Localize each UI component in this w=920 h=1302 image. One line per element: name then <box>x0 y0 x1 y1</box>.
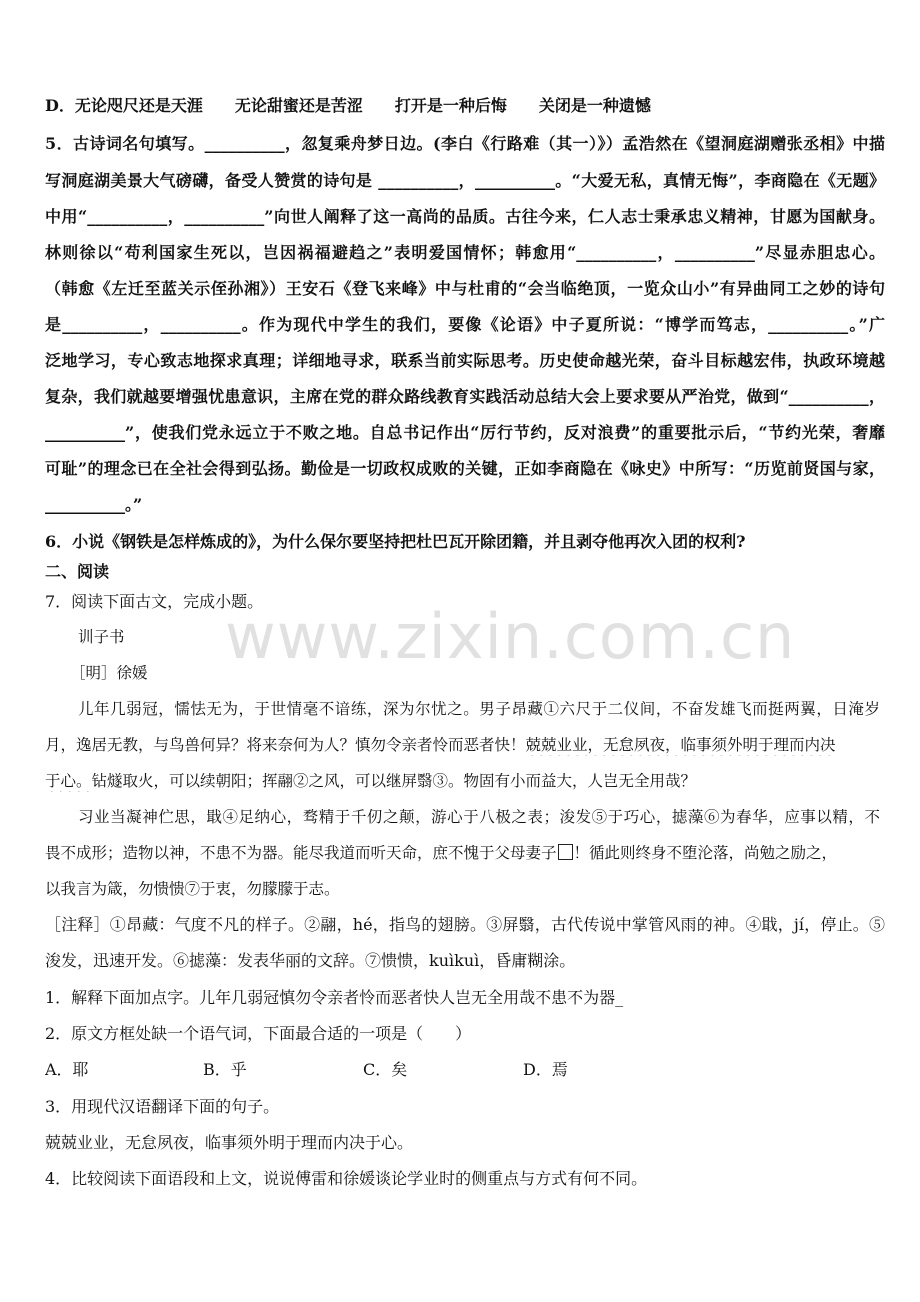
question-5-line-4: 林则徐以“苟利国家生死以，岂因祸福避趋之”表明爱国情怀；韩愈用“__________，__________”尽显赤胆忠心。 <box>45 243 885 262</box>
section-heading-reading: 二、阅读 <box>45 562 110 581</box>
notes-line-1: ［注释］①昂藏：气度不凡的样子。②翮，hé，指鸟的翅膀。③屏翳，古代传说中掌管风雨的神。④戢，jí，停止。⑤ <box>45 915 885 934</box>
question-6: 6．小说《钢铁是怎样炼成的》，为什么保尔要坚持把杜巴瓦开除团籍，并且剥夺他再次入团的权利? <box>45 532 746 551</box>
question-5-line-6: 是__________，__________。作为现代中学生的我们，要像《论语》中子夏所说：“博学而笃志，__________。”广 <box>45 315 885 334</box>
option-c: C．矣 <box>363 1060 408 1079</box>
underlined-sentence: 兢兢业业，无怠夙夜，临事须外明于理而内决 <box>525 736 836 754</box>
question-5-line-7: 泛地学习，专心致志地探求真理；详细地寻求，联系当前实际思考。历史使命越光荣，奋斗目标越宏伟，执政环境越 <box>45 351 885 370</box>
passage-para2-line2 <box>45 842 885 864</box>
passage-author: ［明］徐媛 <box>70 664 148 682</box>
underlined-sentence-end: 于心。 <box>45 772 92 790</box>
question-5-line-2: 写洞庭湖美景大气磅礴，备受人赞赏的诗句是 __________，__________。“大爱无私，真情无悔”，李商隐在《无题》 <box>45 171 885 190</box>
question-5-line-3: 中用“__________，__________”向世人阐释了这一高尚的品质。古往今来，仁人志士秉承忠义精神，甘愿为国献身。 <box>45 207 885 226</box>
passage-text: ！循此则终身不堕沦落，尚勉之励之， <box>573 844 838 862</box>
passage-para2-line1: 习业当凝神伫思，戢④足纳心，骛精于千仞之颠，游心于八极之表；浚发⑤于巧心，摅藻⑥为春华，应事以精，不 <box>78 808 880 826</box>
option-b: B．乎 <box>203 1060 247 1079</box>
option-a: A．耶 <box>45 1060 89 1079</box>
options-row <box>45 1059 885 1081</box>
option-d-line: D．无论咫尺还是天涯 无论甜蜜还是苦涩 打开是一种后悔 关闭是一种遗憾 <box>45 96 651 115</box>
translation-sentence: 兢兢业业，无怠夙夜，临事须外明于理而内决于心。 <box>45 1133 414 1152</box>
question-7-stem: 7．阅读下面古文，完成小题。 <box>45 592 264 611</box>
question-5-line-10: 可耻”的理念已在全社会得到弘扬。勤俭是一切政权成败的关键，正如李商隐在《咏史》中所写：“历览前贤国与家， <box>45 459 885 478</box>
subquestion-4: 4．比较阅读下面语段和上文，说说傅雷和徐媛谈论学业时的侧重点与方式有何不同。 <box>45 1169 648 1188</box>
subquestion-2: 2．原文方框处缺一个语气词，下面最合适的一项是（ ） <box>45 1024 472 1043</box>
passage-para1-line2 <box>45 734 885 756</box>
passage-para1-line3 <box>45 770 885 792</box>
question-5-line-9: __________”，使我们党永远立于不败之地。自总书记作出“厉行节约，反对浪费”的重要批示后，“节约光荣，奢靡 <box>45 423 885 442</box>
blank-box <box>558 844 573 860</box>
question-5-line-11: __________。” <box>45 495 143 514</box>
passage-para2-line3: 以我言为箴，勿愦愦⑦于衷，勿朦朦于志。 <box>45 880 340 898</box>
subquestion-1: 1．解释下面加点字。儿年几弱冠慎勿令亲者怜而恶者快人岂无全用哉不患不为器_ <box>45 988 624 1007</box>
watermark: www.zixin.com.cn <box>225 600 796 673</box>
question-5-line-1: 5．古诗词名句填写。__________，忽复乘舟梦日边。(李白《行路难（其一）》）孟浩然在《望洞庭湖赠张丞相》中描 <box>45 134 885 153</box>
passage-para1-line1: 儿年几弱冠，懦怯无为，于世情毫不谙练，深为尔忧之。男子昂藏①六尺于二仪间，不奋发雄飞而挺两翼，日淹岁 <box>78 700 880 718</box>
subquestion-3: 3．用现代汉语翻译下面的句子。 <box>45 1097 280 1116</box>
notes-line-2: 浚发，迅速开发。⑥摅藻：发表华丽的文辞。⑦愦愦，kuìkuì，昏庸糊涂。 <box>45 951 576 970</box>
passage-text: 月，逸居无教，与鸟兽何异？将来奈何为人？慎勿令亲者怜而恶者快！ <box>45 736 526 754</box>
passage-title: 训子书 <box>78 628 125 646</box>
passage-text: 钻燧取火，可以续朝阳；挥翮②之风，可以继屏翳③。物固有小而益大，人岂无全用哉？ <box>91 772 697 790</box>
question-5-line-8: 复杂，我们就越要增强忧患意识，主席在党的群众路线教育实践活动总结大会上要求要从严治党，做到“__________， <box>45 387 885 406</box>
option-d: D．焉 <box>523 1060 568 1079</box>
passage-text: 畏不成形；造物以神，不患不为器。能尽我道而听天命，庶不愧于父母妻子 <box>45 844 557 862</box>
question-5-line-5: （韩愈《左迁至蓝关示侄孙湘》）王安石《登飞来峰》中与杜甫的“会当临绝顶，一览众山小”有异曲同工之妙的诗句 <box>45 279 885 298</box>
